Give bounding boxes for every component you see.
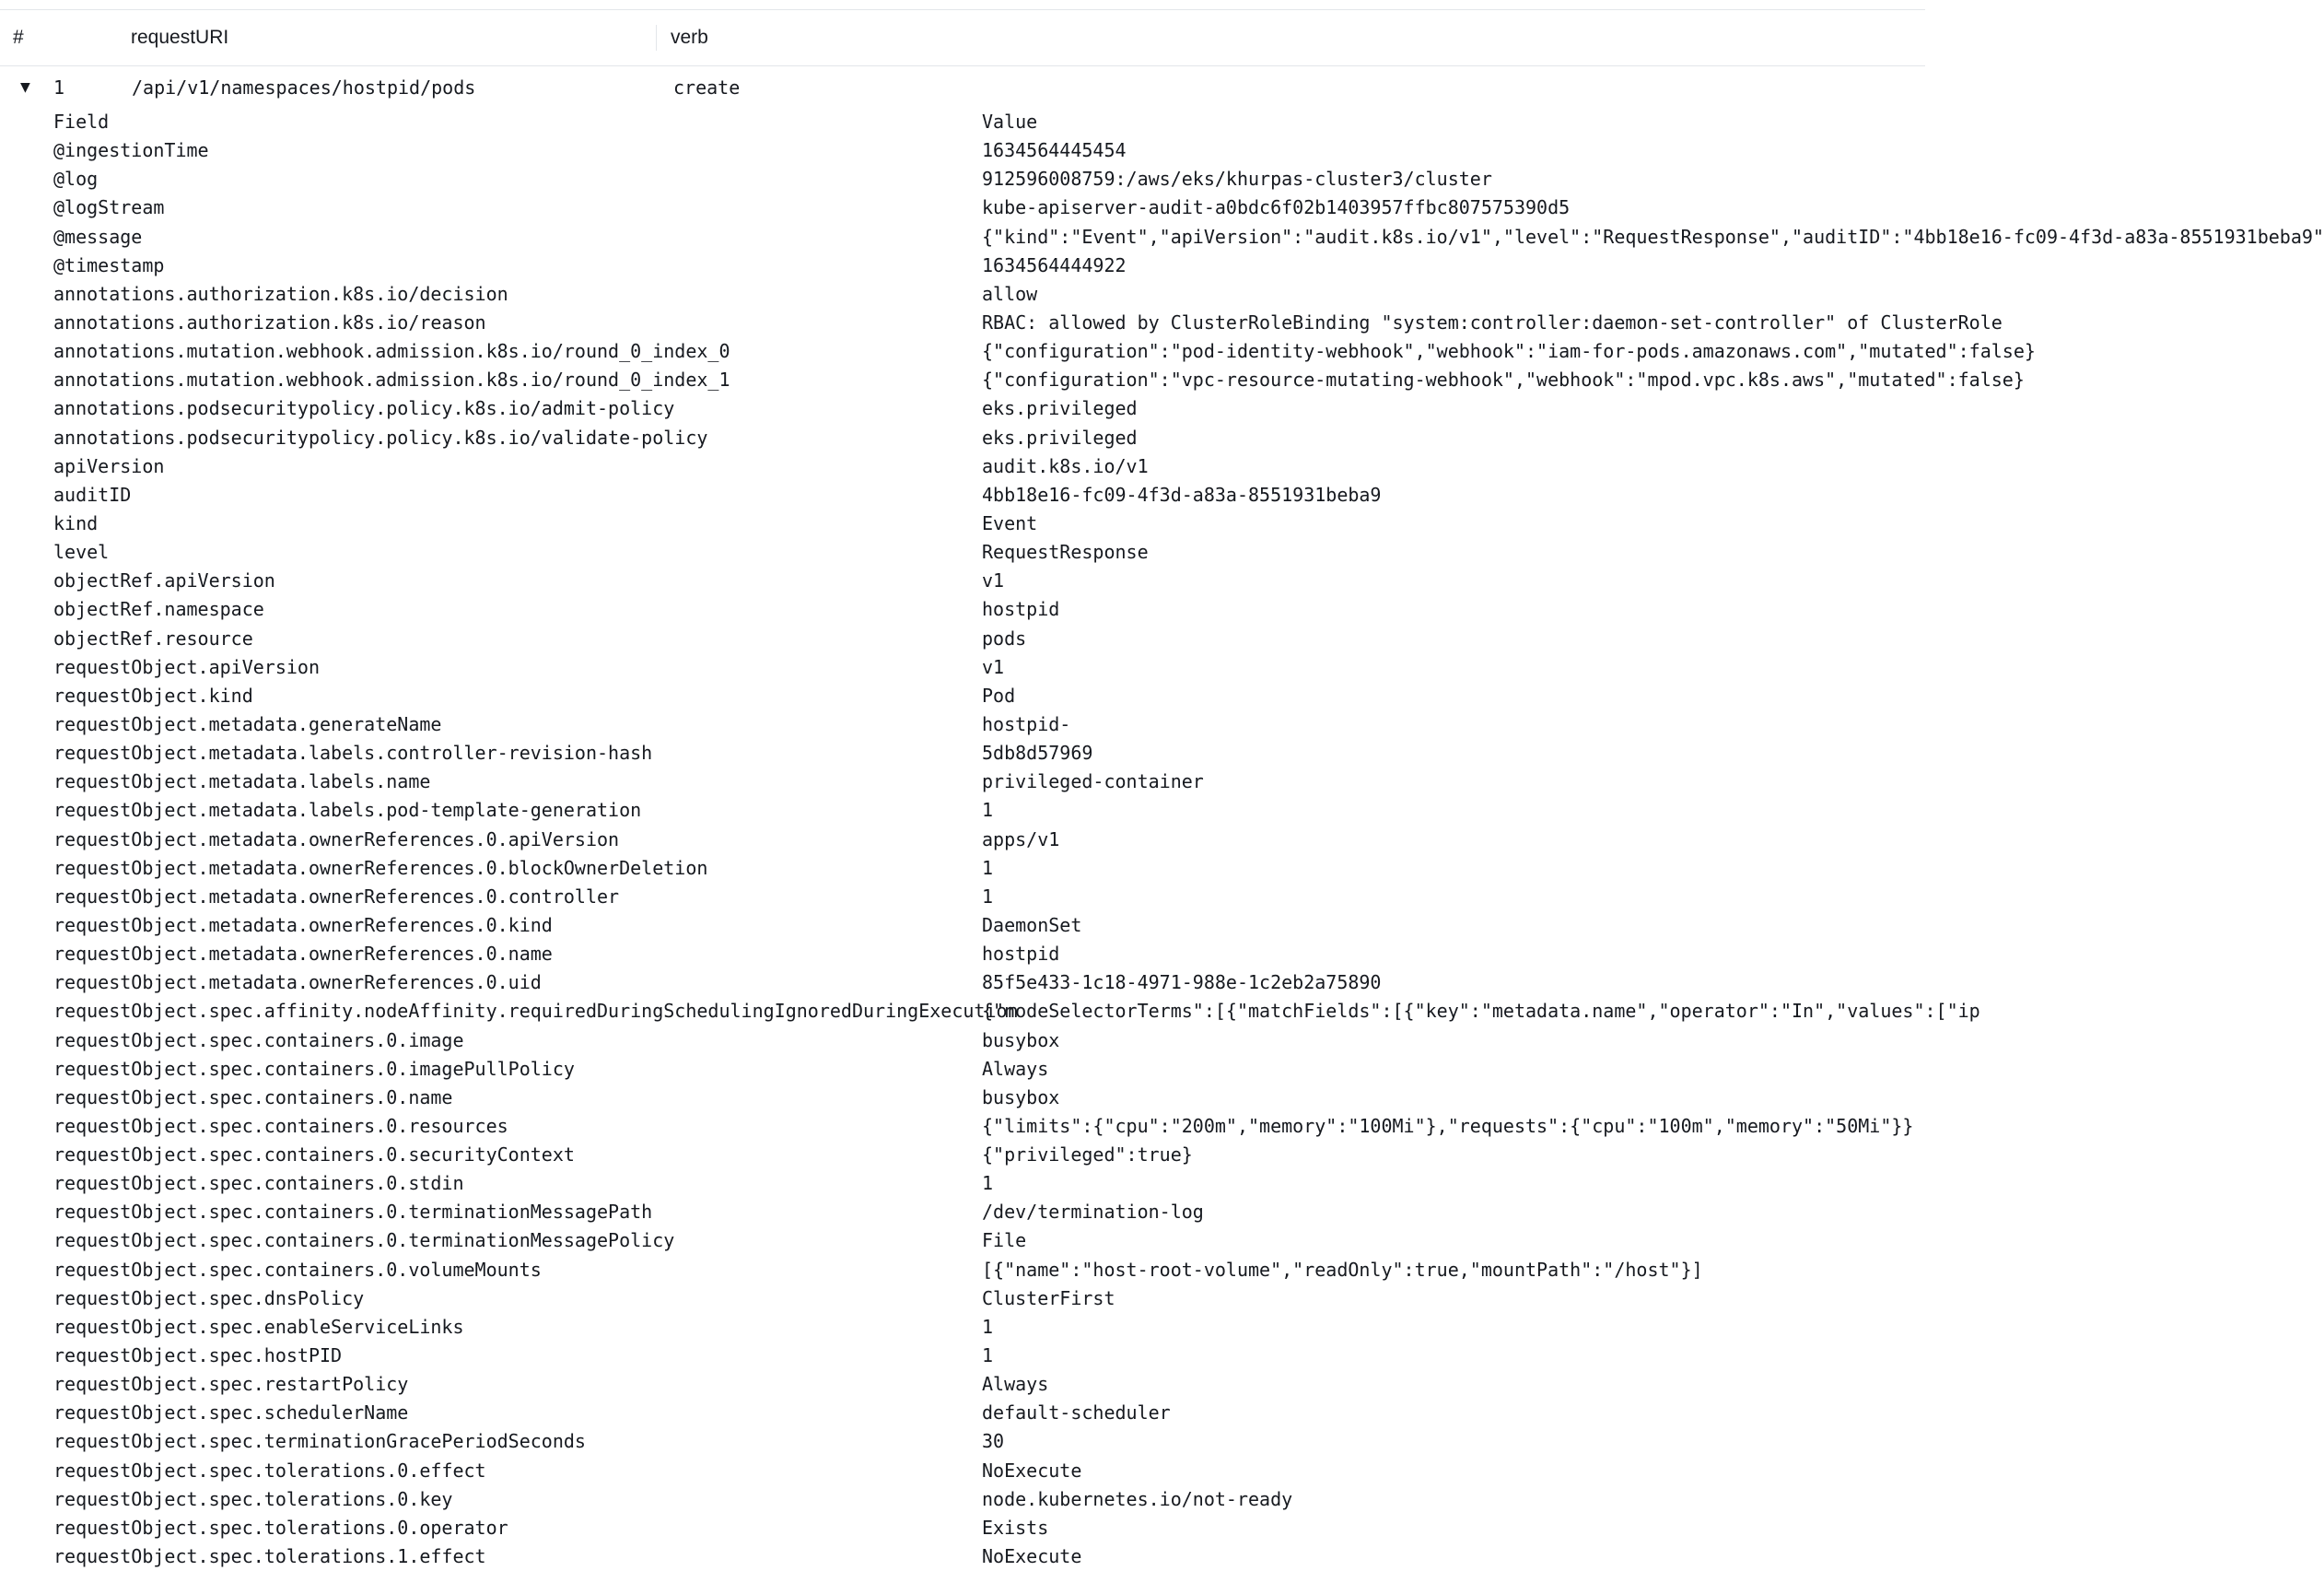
field-value: Pod <box>982 684 1016 707</box>
field-row <box>53 1055 1925 1084</box>
field-row <box>53 595 1925 624</box>
field-name: requestObject.spec.schedulerName <box>53 1401 409 1424</box>
details-value-header: Value <box>982 111 1038 133</box>
field-value: 4bb18e16-fc09-4f3d-a83a-8551931beba9 <box>982 483 1382 506</box>
field-name: apiVersion <box>53 454 165 477</box>
field-name: @timestamp <box>53 253 165 276</box>
field-name: requestObject.spec.tolerations.0.key <box>53 1487 453 1510</box>
field-value: hostpid- <box>982 712 1071 735</box>
field-value: apps/v1 <box>982 827 1060 850</box>
field-name: requestObject.spec.containers.0.imagePullPolicy <box>53 1057 575 1080</box>
column-header-index[interactable]: # <box>13 27 24 48</box>
field-name: requestObject.metadata.ownerReferences.0.uid <box>53 971 542 994</box>
field-row <box>53 1256 1925 1284</box>
field-name: objectRef.resource <box>53 627 253 650</box>
field-value: 1 <box>982 799 994 822</box>
field-row <box>53 625 1925 653</box>
field-row <box>53 337 2036 366</box>
field-name: requestObject.metadata.ownerReferences.0.apiVersion <box>53 827 620 850</box>
field-value: 1 <box>982 885 994 908</box>
field-value: DaemonSet <box>982 913 1082 936</box>
field-value: RequestResponse <box>982 541 1149 564</box>
field-name: requestObject.spec.containers.0.stdin <box>53 1172 464 1195</box>
field-row <box>53 1026 1925 1055</box>
field-name: requestObject.spec.hostPID <box>53 1344 343 1367</box>
table-header <box>0 10 1925 66</box>
field-name: requestObject.metadata.generateName <box>53 712 442 735</box>
field-value: 5db8d57969 <box>982 742 1093 765</box>
field-row <box>53 1427 1925 1456</box>
field-name: requestObject.spec.containers.0.securityContext <box>53 1143 575 1167</box>
field-name: requestObject.spec.terminationGracePeriodSeconds <box>53 1430 586 1453</box>
field-row <box>53 739 1925 768</box>
field-name: requestObject.metadata.ownerReferences.0.blockOwnerDeletion <box>53 856 708 879</box>
field-row <box>53 1457 1925 1485</box>
field-row <box>53 280 1925 309</box>
field-value: 1634564445454 <box>982 139 1127 162</box>
field-name: requestObject.metadata.ownerReferences.0.controller <box>53 885 620 908</box>
field-name: annotations.podsecuritypolicy.policy.k8s.io/validate-policy <box>53 426 708 449</box>
event-details <box>53 108 2324 1571</box>
field-value: {"configuration":"vpc-resource-mutating-webhook","webhook":"mpod.vpc.k8s.aws","mutated":false} <box>982 369 2025 392</box>
field-value: [{"name":"host-root-volume","readOnly":true,"mountPath":"/host"}] <box>982 1258 1703 1281</box>
field-name: kind <box>53 511 99 534</box>
field-name: requestObject.apiVersion <box>53 655 320 678</box>
field-name: requestObject.metadata.labels.pod-template-generation <box>53 799 642 822</box>
field-name: requestObject.spec.containers.0.terminationMessagePath <box>53 1201 653 1224</box>
field-name: requestObject.spec.dnsPolicy <box>53 1286 365 1309</box>
field-value: File <box>982 1229 1027 1252</box>
field-row <box>53 424 1925 452</box>
field-name: requestObject.spec.containers.0.image <box>53 1028 464 1051</box>
field-name: auditID <box>53 483 132 506</box>
field-value: NoExecute <box>982 1459 1082 1482</box>
field-row <box>53 940 1925 968</box>
field-value: 1 <box>982 1344 994 1367</box>
field-value: 1 <box>982 1172 994 1195</box>
field-row <box>53 1485 1925 1514</box>
field-row <box>53 682 1925 710</box>
field-value: eks.privileged <box>982 426 1138 449</box>
table-row[interactable] <box>0 72 1925 103</box>
field-row <box>53 394 1925 423</box>
field-name: requestObject.spec.tolerations.0.operator <box>53 1516 508 1539</box>
column-resize-handle[interactable] <box>656 25 657 51</box>
field-row <box>53 481 1925 510</box>
field-row <box>53 968 1925 997</box>
field-value: eks.privileged <box>982 397 1138 420</box>
field-name: requestObject.kind <box>53 684 253 707</box>
field-name: requestObject.metadata.labels.name <box>53 770 431 793</box>
field-row <box>53 997 1980 1026</box>
field-value: privileged-container <box>982 770 1204 793</box>
field-name: objectRef.apiVersion <box>53 569 275 592</box>
field-value: audit.k8s.io/v1 <box>982 454 1149 477</box>
field-value: default-scheduler <box>982 1401 1171 1424</box>
field-row <box>53 710 1925 739</box>
field-name: requestObject.spec.containers.0.terminationMessagePolicy <box>53 1229 675 1252</box>
field-row <box>53 883 1925 911</box>
field-value: hostpid <box>982 598 1060 621</box>
row-verb: create <box>673 76 741 99</box>
field-row <box>53 165 1925 193</box>
field-row <box>53 1542 1925 1571</box>
field-row <box>53 136 1925 165</box>
field-row <box>53 653 1925 682</box>
field-name: annotations.authorization.k8s.io/decision <box>53 282 508 305</box>
field-row <box>53 768 1925 796</box>
field-value: NoExecute <box>982 1545 1082 1568</box>
field-value: RBAC: allowed by ClusterRoleBinding "system:controller:daemon-set-controller" of ClusterRole <box>982 311 2003 334</box>
field-name: requestObject.spec.restartPolicy <box>53 1373 409 1396</box>
field-value: 912596008759:/aws/eks/khurpas-cluster3/cluster <box>982 168 1492 191</box>
field-row <box>53 252 1925 280</box>
row-request-uri: /api/v1/namespaces/hostpid/pods <box>132 76 476 99</box>
details-header-row <box>53 108 1925 136</box>
field-name: requestObject.spec.tolerations.1.effect <box>53 1545 486 1568</box>
field-name: objectRef.namespace <box>53 598 264 621</box>
field-row <box>53 1169 1925 1198</box>
field-value: hostpid <box>982 943 1060 966</box>
field-row <box>53 510 1925 538</box>
field-value: 85f5e433-1c18-4971-988e-1c2eb2a75890 <box>982 971 1382 994</box>
field-row <box>53 1284 1925 1313</box>
field-row <box>53 309 2003 337</box>
field-value: ClusterFirst <box>982 1286 1115 1309</box>
field-row <box>53 452 1925 481</box>
field-name: requestObject.spec.tolerations.0.effect <box>53 1459 486 1482</box>
field-name: requestObject.spec.containers.0.name <box>53 1085 453 1108</box>
field-name: annotations.mutation.webhook.admission.k8s.io/round_0_index_0 <box>53 340 730 363</box>
field-value: 1 <box>982 1315 994 1338</box>
field-name: annotations.authorization.k8s.io/reason <box>53 311 486 334</box>
field-value: {"configuration":"pod-identity-webhook","webhook":"iam-for-pods.amazonaws.com","mutated":false} <box>982 340 2036 363</box>
column-header-request-uri[interactable]: requestURI <box>131 27 229 48</box>
field-value: pods <box>982 627 1027 650</box>
field-value: v1 <box>982 569 1005 592</box>
field-row <box>53 1141 1925 1169</box>
field-value: busybox <box>982 1028 1060 1051</box>
field-value: allow <box>982 282 1038 305</box>
field-name: @ingestionTime <box>53 139 209 162</box>
field-name: requestObject.spec.containers.0.volumeMounts <box>53 1258 542 1281</box>
field-name: @message <box>53 225 143 248</box>
field-name: requestObject.metadata.ownerReferences.0.name <box>53 943 553 966</box>
field-row <box>53 1112 1925 1141</box>
field-row <box>53 538 1925 567</box>
field-row <box>53 911 1925 940</box>
field-value: Always <box>982 1057 1049 1080</box>
field-row <box>53 193 1925 222</box>
expand-caret-icon[interactable]: ▼ <box>20 77 30 97</box>
column-header-verb[interactable]: verb <box>671 27 708 48</box>
field-row <box>53 1370 1925 1399</box>
field-name: annotations.mutation.webhook.admission.k8s.io/round_0_index_1 <box>53 369 730 392</box>
field-value: {"limits":{"cpu":"200m","memory":"100Mi"},"requests":{"cpu":"100m","memory":"50Mi"}} <box>982 1114 1914 1137</box>
field-value: {"nodeSelectorTerms":[{"matchFields":[{"key":"metadata.name","operator":"In","values":["ip <box>982 1000 1980 1023</box>
field-row <box>53 1342 1925 1370</box>
field-row <box>53 567 1925 595</box>
field-row <box>53 854 1925 883</box>
field-value: Always <box>982 1373 1049 1396</box>
field-name: @log <box>53 168 99 191</box>
field-name: requestObject.spec.enableServiceLinks <box>53 1315 464 1338</box>
field-name: annotations.podsecuritypolicy.policy.k8s.io/admit-policy <box>53 397 675 420</box>
field-value: kube-apiserver-audit-a0bdc6f02b1403957ffbc807575390d5 <box>982 196 1571 219</box>
field-name: @logStream <box>53 196 165 219</box>
field-row <box>53 1514 1925 1542</box>
field-value: busybox <box>982 1085 1060 1108</box>
details-field-header: Field <box>53 111 110 133</box>
field-value: node.kubernetes.io/not-ready <box>982 1487 1293 1510</box>
field-row <box>53 1313 1925 1342</box>
row-index: 1 <box>53 76 65 99</box>
field-value: {"kind":"Event","apiVersion":"audit.k8s.io/v1","level":"RequestResponse","auditID":"4bb18e16-fc09-4f3d-a83a-8551931beba9" <box>982 225 2324 248</box>
field-row <box>53 796 1925 825</box>
field-value: v1 <box>982 655 1005 678</box>
field-row <box>53 1399 1925 1427</box>
field-row <box>53 1084 1925 1112</box>
field-row <box>53 826 1925 854</box>
field-value: 30 <box>982 1430 1005 1453</box>
field-value: Exists <box>982 1516 1049 1539</box>
field-row <box>53 1198 1925 1226</box>
field-row <box>53 223 2324 252</box>
field-value: 1 <box>982 856 994 879</box>
field-name: requestObject.metadata.ownerReferences.0.kind <box>53 913 553 936</box>
field-row <box>53 366 2025 394</box>
field-value: Event <box>982 511 1038 534</box>
field-row <box>53 1226 1925 1255</box>
field-value: 1634564444922 <box>982 253 1127 276</box>
field-name: requestObject.spec.affinity.nodeAffinity.requiredDuringSchedulingIgnoredDuringExecution <box>53 1000 1019 1023</box>
field-name: level <box>53 541 110 564</box>
field-value: /dev/termination-log <box>982 1201 1204 1224</box>
field-name: requestObject.metadata.labels.controller-revision-hash <box>53 742 653 765</box>
field-name: requestObject.spec.containers.0.resources <box>53 1114 508 1137</box>
field-value: {"privileged":true} <box>982 1143 1193 1167</box>
